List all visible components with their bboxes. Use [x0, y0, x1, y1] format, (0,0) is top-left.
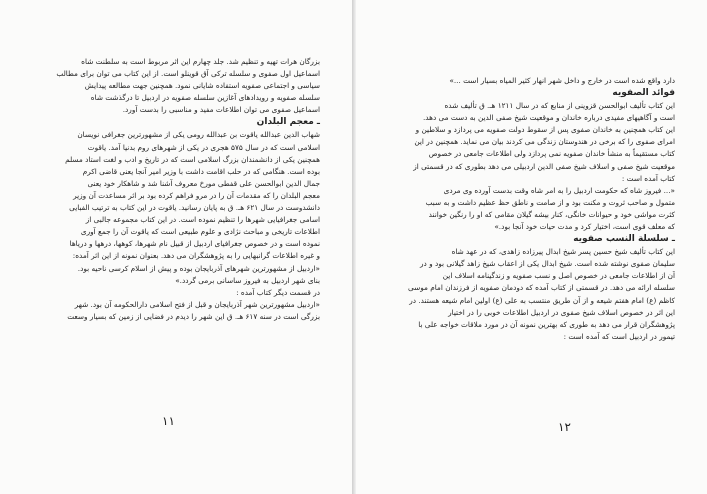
text-line: بزرگان هرات تهیه و تنظیم شد. جلد چهارم این اثر مربوط است به سلطنت شاه — [81, 57, 320, 66]
text-line: اسماعیل اول صفوی و سلسله ترکی آق قوینلو است. از این کتاب می توان برای مطالب — [56, 69, 320, 79]
section-heading: فوائد الصفویه — [612, 88, 675, 99]
text-line: کتاب مستقیماً به منشأ خاندان صفویه نمی پردازد ولی اطلاعات جامعی در خصوص — [428, 149, 675, 159]
text-line: اسامی جغرافیایی شهرها را تنظیم نموده است. در این کتاب مجموعه جالبی از — [85, 215, 320, 225]
text-line: سیاسی و اجتماعی صفویه استفاده شایانی نمود. همچنین جهت مطالعه پیدایش — [84, 81, 320, 91]
text-line: تیمور در اردبیل است که آمده است : — [563, 331, 675, 341]
text-line: سلسله ارائه می دهد. در قسمتی از کتاب آمده که دودمان صفویه از فرزندان امام موسی — [408, 283, 675, 293]
text-line: جمال الدین ابوالحسن علی قفطی مورخ معروف آشنا شد و شاهکار خود یعنی — [87, 178, 320, 188]
text-line: که معلف قوی است، اختیار کرد و مدت حیات خود آنجا بود.» — [494, 222, 675, 232]
text-line: این اثر در خصوص اسلاف شیخ صفوی در اردبیل اطلاعات خوبی را در اختیار — [448, 307, 675, 317]
text-line: متمول و صاحب ثروت و مکنت بود و از صامت و ناطق حظ عظیم داشت و به سبب — [425, 197, 675, 207]
text-line: همچنین یکی از دانشمندان بزرگ اسلامی است که در تاریخ و ادب و لغت استاد مسلم — [65, 154, 320, 164]
text-line: این کتاب تألیف ابوالحسن قزوینی از منابع که در سال ۱۲۱۱ هـ. ق تألیف شده — [444, 101, 675, 111]
text-line: اطلاعات تاریخی و مباحث نژادی و علوم طبیعی است که یاقوت آن را جمع آوری — [80, 227, 320, 237]
right-page — [356, 0, 707, 494]
text-line: «... فیروز شاه که حکومت اردبیل را به امر شاه وقت بدست آورده وی مردی — [443, 185, 675, 195]
text-line: و غیره اطلاعات گرانبهایی را به پژوهشگران می دهد. بعنوان نمونه از این اثر آمده: — [72, 251, 320, 261]
text-line: کثرت مواشی خود و حیوانات خانگی، کنار بیشه گیلان مقامی که او را رنگین خوانند — [428, 209, 675, 219]
text-line: کاظم (ع) امام هفتم شیعه و از آن طریق منتسب به علی (ع) اولین امام شیعه هستند. در — [409, 295, 675, 305]
text-line: «اردبیل از مشهورترین شهرهای آذربایجان بوده و پیش از اسلام کرسی ناحیه بود. — [77, 263, 320, 273]
text-line: اسماعیل صفوی می توان اطلاعات مفید و مناسبی را بدست آورد. — [122, 105, 320, 115]
left-page — [0, 0, 352, 494]
text-line: آن از اطلاعات جامعی در خصوص اصل و نسب صفویه و زندگینامه اسلاف این — [442, 271, 675, 281]
section-heading: ـ معجم البلدان — [256, 117, 320, 128]
text-line: این کتاب همچنین به خاندان صفوی پس از سقوط دولت صفویه می پردازد و سلاطین و — [415, 125, 675, 135]
text-line: کتاب آمده است : — [621, 173, 675, 183]
text-line: موقعیت شیخ صفی و اسلاف شیخ صفی الدین اردبیلی می دهد بطوری که در قسمتی از — [413, 161, 675, 171]
text-line: بوده است. هنگامی که در حلب اقامت داشت با وزیر امیر آنجا یعنی قاضی اکرم — [82, 166, 320, 176]
text-line: بنای شهر اردبیل به فیروز ساسانی برمی گردد.» — [175, 275, 320, 285]
text-line: سلیمان صفوی نوشته شده است. شیخ ابدال یکی از اعقاب شیخ زاهد گیلانی بود و در — [420, 259, 675, 269]
text-line: «اردبیل مشهورترین شهر آذربایجان و قبل از فتح اسلامی دارالحکومه آن بود. شهر — [74, 299, 320, 309]
text-line: امرای صفوی را که برخی در هندوستان زندگی می کردند بیان می نماید. همچنین در این — [414, 137, 675, 147]
text-line: در قسمت دیگر کتاب آمده : — [236, 287, 320, 297]
text-line: پژوهشگران قرار می دهد به طوری که بهترین نمونه آن در مورد ملاقات خواجه علی با — [418, 319, 675, 329]
page-number: ۱۲ — [558, 420, 571, 434]
page-number: ۱۱ — [162, 414, 175, 428]
section-heading: ـ سلسلة النسب صفویه — [573, 234, 675, 245]
text-line: این کتاب تألیف شیخ حسین پسر شیخ ابدال پیرزاده زاهدی، که در عهد شاه — [451, 247, 675, 257]
text-line: معجم البلدان را که مقدمات آن را در مرو فراهم کرده بود بر اثر مساعدت آن وزیر — [73, 190, 320, 200]
text-line: سلسله صفویه و رویدادهای آغازین سلسله صفویه در اردبیل تا درگذشت شاه — [90, 93, 320, 103]
right-page-text — [393, 75, 675, 343]
text-line: است و آگاهیهای مفیدی درباره خاندان و موقعیت شیخ صفی الدین به دست می دهد. — [422, 113, 675, 123]
left-page-text — [36, 56, 320, 323]
text-line: دانشدوست در سال ۶۲۱ هـ. ق به پایان رسانید. یاقوت در این کتاب به ترتیب الفبایی — [69, 203, 320, 213]
text-line: اسلامی است که در سال ۵۷۵ هجری در یکی از شهرهای روم بدنیا آمد. یاقوت — [87, 142, 320, 152]
text-line: بزرگی است در سنه ۶۱۷ هـ. ق این شهر را دیدم در فضایی از زمین که بسیار وسعت — [67, 311, 320, 321]
text-line: دارد واقع شده است در خارج و داخل شهر انهار کثیر المیاه بسیار است ...» — [449, 76, 675, 85]
text-line: نموده است و در خصوص جغرافیای اردبیل از قبیل نام شهرها، کوهها، درهها و دریاها — [69, 239, 320, 249]
text-line: شهاب الدین عبدالله یاقوت بن عبدالله رومی یکی از مشهورترین جغرافی نویسان — [77, 130, 320, 140]
